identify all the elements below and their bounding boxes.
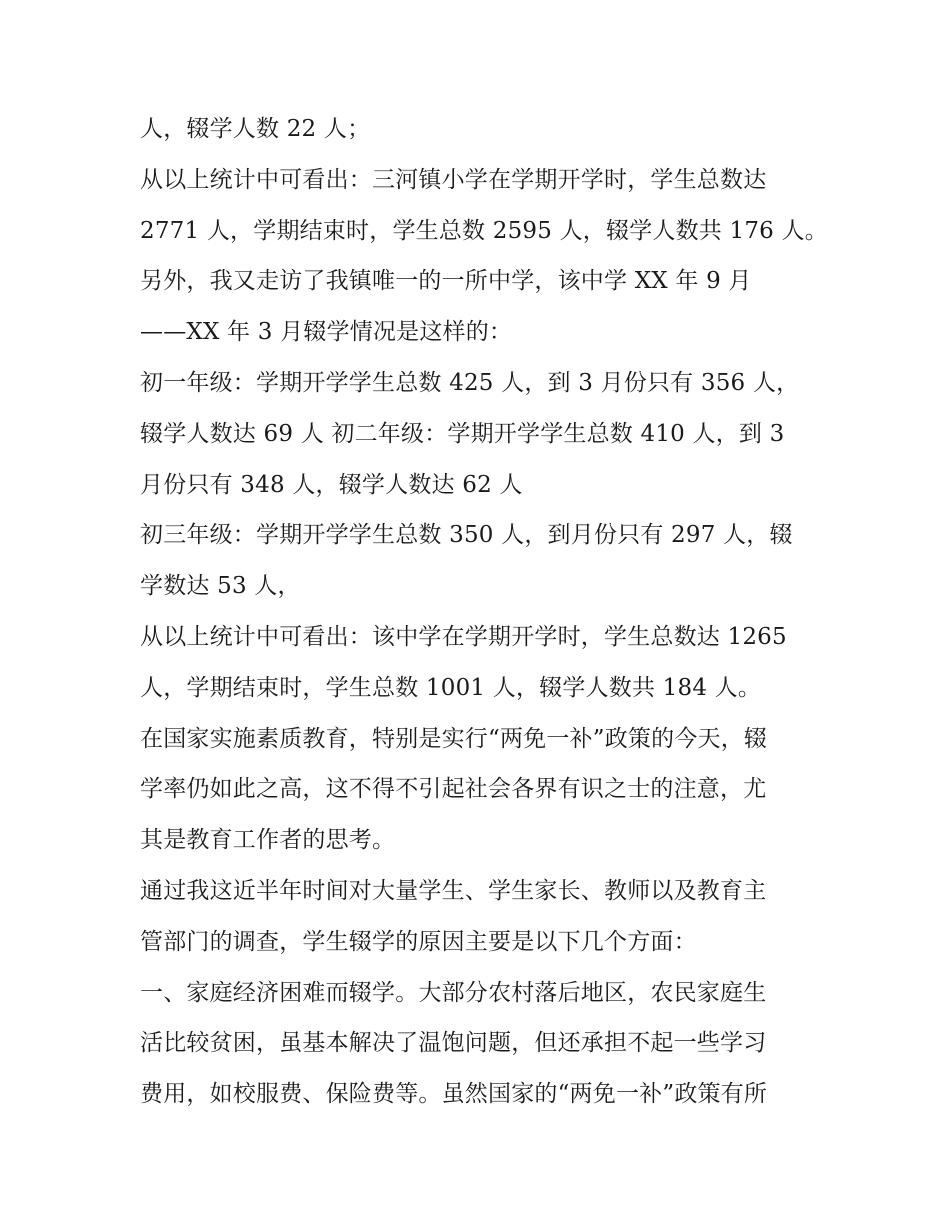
text-line: 另外，我又走访了我镇唯一的一所中学，该中学 XX 年 9 月 <box>140 268 752 295</box>
text-line: 通过我这近半年时间对大量学生、学生家长、教师以及教育主 <box>140 877 767 904</box>
text-line: 学数达 53 人， <box>140 573 301 600</box>
text-line: 人，辍学人数 22 人； <box>140 116 371 142</box>
text-line: 从以上统计中可看出：三河镇小学在学期开学时，学生总数达 <box>140 166 767 193</box>
text-line: 2771 人，学期结束时，学生总数 2595 人，辍学人数共 176 人。 <box>140 217 828 244</box>
text-line: 人，学期结束时，学生总数 1001 人，辍学人数共 184 人。 <box>140 674 762 701</box>
text-line: 活比较贫困，虽基本解决了温饱问题，但还承担不起一些学习 <box>140 1030 767 1057</box>
text-line: 费用，如校服费、保险费等。虽然国家的“两免一补”政策有所 <box>140 1081 768 1108</box>
text-line: 初一年级：学期开学学生总数 425 人，到 3 月份只有 356 人， <box>140 369 800 396</box>
text-line: 辍学人数达 69 人 初二年级：学期开学学生总数 410 人，到 3 <box>140 420 785 447</box>
text-line: 管部门的调查，学生辍学的原因主要是以下几个方面： <box>140 928 697 955</box>
text-line: 初三年级：学期开学学生总数 350 人，到月份只有 297 人，辍 <box>140 522 793 549</box>
document-body <box>140 104 828 1120</box>
text-line: 在国家实施素质教育，特别是实行“两免一补”政策的今天，辍 <box>140 725 768 752</box>
text-line: 学率仍如此之高，这不得不引起社会各界有识之士的注意，尤 <box>140 776 767 803</box>
text-line: 其是教育工作者的思考。 <box>140 827 396 854</box>
text-line: ——XX 年 3 月辍学情况是这样的： <box>140 319 513 346</box>
text-line: 从以上统计中可看出：该中学在学期开学时，学生总数达 1265 <box>140 623 787 650</box>
text-line: 月份只有 348 人，辍学人数达 62 人 <box>140 471 523 498</box>
text-line: 一、家庭经济困难而辍学。大部分农村落后地区，农民家庭生 <box>140 979 767 1006</box>
